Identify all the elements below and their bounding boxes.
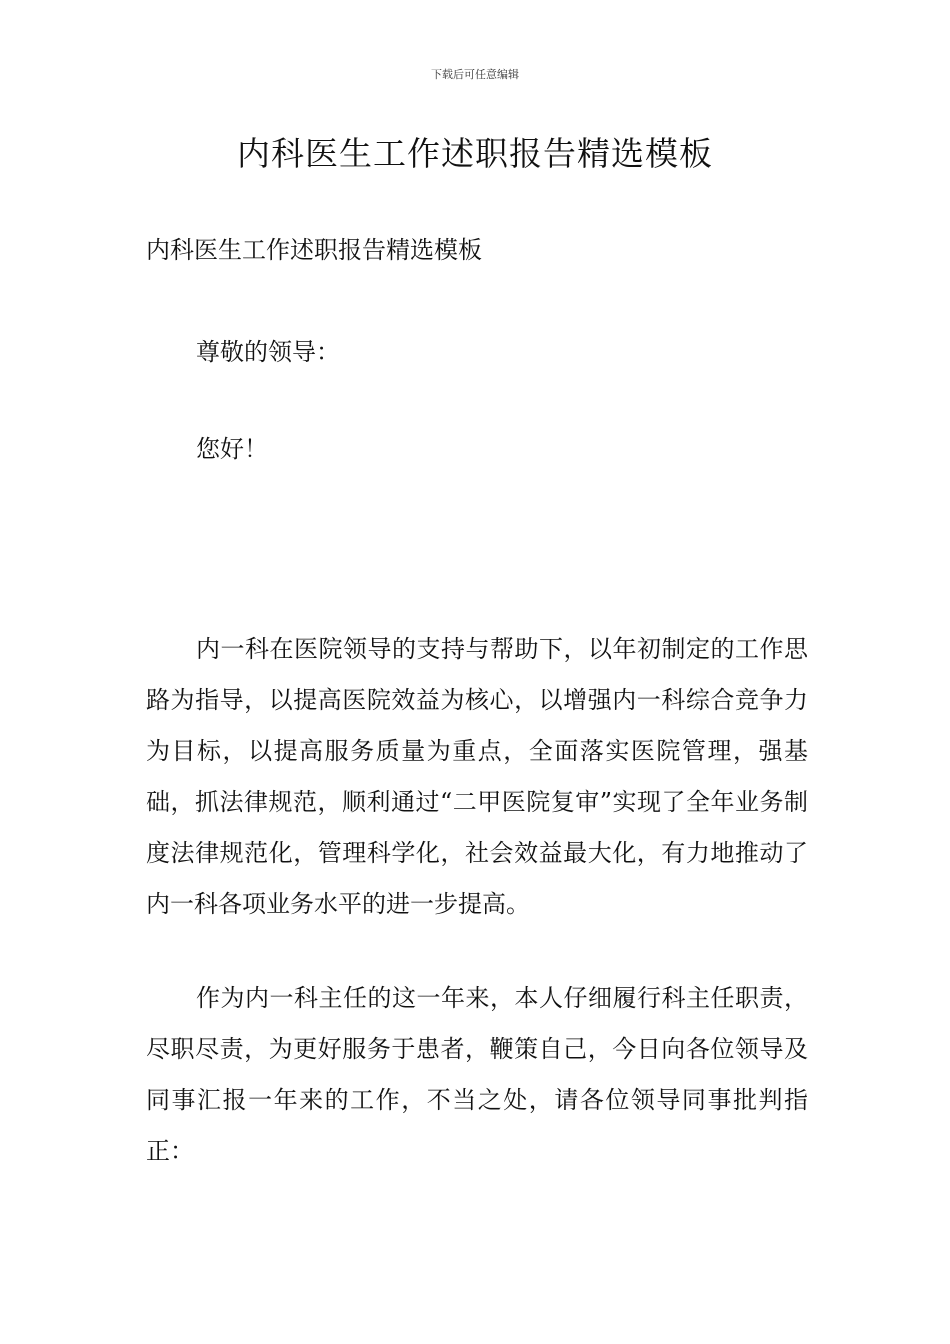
- body-paragraph: 内一科在医院领导的支持与帮助下，以年初制定的工作思路为指导，以提高医院效益为核心，以增强内一科综合竞争力为目标，以提高服务质量为重点，全面落实医院管理，强基础，抓法律规范，顺利通过“二甲医院复审”实现了全年业务制度法律规范化，管理科学化，社会效益最大化，有力地推动了内一科各项业务水平的进一步提高。: [146, 635, 808, 918]
- header-note: 下载后可任意编辑: [431, 68, 519, 81]
- document-subtitle: 内科医生工作述职报告精选模板: [146, 236, 482, 264]
- document-title: 内科医生工作述职报告精选模板: [237, 134, 713, 173]
- greeting: 您好！: [196, 435, 268, 463]
- salutation: 尊敬的领导：: [196, 338, 340, 366]
- body-paragraph: 作为内一科主任的这一年来，本人仔细履行科主任职责，尽职尽责，为更好服务于患者，鞭策自己，今日向各位领导及同事汇报一年来的工作，不当之处，请各位领导同事批判指正：: [146, 984, 808, 1165]
